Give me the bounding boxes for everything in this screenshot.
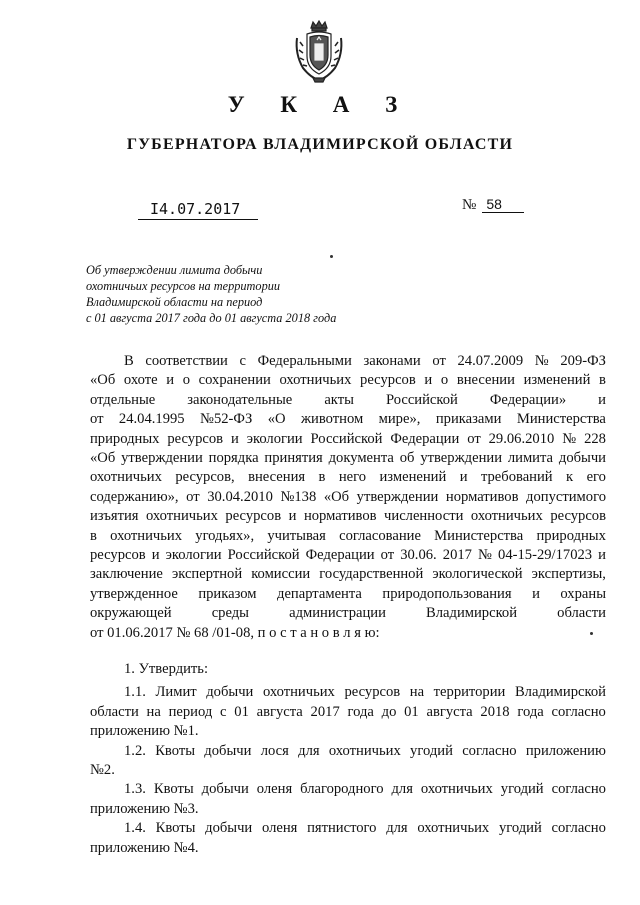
word: и <box>459 469 468 486</box>
word: 29.06.2010 <box>488 430 555 447</box>
word: комиссии <box>251 566 311 583</box>
word: августа <box>256 703 303 720</box>
document-title: У К А З <box>227 92 413 117</box>
word: содержанию», <box>90 488 179 505</box>
word: для <box>391 781 413 798</box>
word: Владимирской <box>514 684 606 701</box>
subject-line: Владимирской области на период <box>86 295 263 309</box>
word: 2017 <box>442 547 472 564</box>
coat-of-arms-icon <box>293 20 345 84</box>
word: области <box>90 703 139 720</box>
clause-line <box>90 780 606 799</box>
word: и <box>598 547 606 564</box>
word: и <box>598 391 606 408</box>
word: территории <box>433 684 506 701</box>
word: администрации <box>289 605 386 622</box>
word: акты <box>324 391 354 408</box>
word: Российской <box>385 391 458 408</box>
word: об <box>399 450 415 467</box>
word: окружающей <box>90 605 172 622</box>
word: 1.4. <box>124 820 146 837</box>
word: Федерации <box>305 547 375 564</box>
word: ресурсов <box>167 430 224 447</box>
word: приложению <box>525 742 606 759</box>
word: о <box>182 372 190 389</box>
word: утверждении <box>356 488 439 505</box>
word: от <box>380 547 395 564</box>
word: Министерства <box>434 527 524 544</box>
word: года <box>347 703 374 720</box>
preamble-line <box>90 527 606 546</box>
word: угодий <box>498 820 542 837</box>
clause-line: 1. Утвердить: <box>124 661 209 677</box>
word: принятия <box>264 450 323 467</box>
document-number <box>462 196 524 214</box>
word: 2018 <box>480 703 510 720</box>
word: 01 <box>234 703 249 720</box>
word: № <box>534 353 549 369</box>
word: экологии <box>165 547 222 564</box>
word: 228 <box>584 430 606 447</box>
preamble-line <box>90 565 606 584</box>
word: до <box>381 703 397 720</box>
word: утверждении <box>121 450 203 467</box>
word: охотничьих <box>420 781 493 798</box>
word: его <box>586 469 606 486</box>
word: Федерации <box>390 430 460 447</box>
word: 01 <box>404 703 419 720</box>
word: и <box>288 508 297 525</box>
word: Владимирской <box>426 605 518 622</box>
word: ресурсов <box>550 508 606 525</box>
clause-line: приложению №1. <box>90 723 199 740</box>
word: добычи <box>206 684 254 701</box>
word: на <box>146 703 161 720</box>
word: для <box>298 742 320 759</box>
word: природных <box>536 527 606 544</box>
word: экспертной <box>171 566 243 583</box>
word: охотничьих <box>110 527 183 544</box>
word: благородного <box>300 781 384 798</box>
word: от <box>432 353 446 369</box>
word: охотничьих <box>470 508 543 525</box>
word: согласование <box>339 527 421 544</box>
word: учитывая <box>267 527 326 544</box>
clause-c12 <box>90 742 606 781</box>
word: утверждении <box>420 450 502 467</box>
word: №138 <box>280 488 317 505</box>
word: согласно <box>462 742 517 759</box>
preamble <box>90 352 606 643</box>
word: Федерации» <box>489 391 567 408</box>
word: и <box>230 430 239 447</box>
word: порядка <box>208 450 259 467</box>
word: внесения <box>248 469 306 486</box>
word: оленя <box>256 781 293 798</box>
word: с <box>220 703 227 720</box>
word: экологической <box>432 566 523 583</box>
word: среды <box>211 605 249 622</box>
preamble-line <box>90 507 606 526</box>
word: 209-ФЗ <box>560 353 606 369</box>
clause-line <box>90 742 606 761</box>
word: охоте <box>123 372 158 389</box>
number-value: 58 <box>482 196 524 213</box>
word: внесении <box>456 372 515 389</box>
word: природных <box>90 430 160 447</box>
word: охотничьих <box>146 508 218 525</box>
word: №52-ФЗ <box>200 411 253 428</box>
word: для <box>386 820 408 837</box>
word: охотничьих <box>279 372 352 389</box>
word: ресурсов, <box>175 469 235 486</box>
word: отдельные <box>90 391 156 408</box>
preamble-line <box>90 585 606 604</box>
word: экологии <box>246 430 303 447</box>
word: от <box>467 430 481 447</box>
word: допустимого <box>526 488 606 505</box>
word: ресурсов <box>225 508 282 525</box>
word: 24.07.2009 <box>457 353 524 369</box>
word: и <box>532 585 540 602</box>
word: заключение <box>90 566 163 583</box>
word: 1.3. <box>124 781 146 798</box>
word: Квоты <box>155 820 196 837</box>
word: добычи <box>558 450 606 467</box>
word: 1.1. <box>124 684 146 701</box>
word: и <box>166 372 175 389</box>
word: охотничьих <box>90 469 162 486</box>
word: документа <box>328 450 394 467</box>
word: от <box>186 488 200 505</box>
word: 30.04.2010 <box>207 488 273 505</box>
word: № <box>478 547 492 564</box>
word: охотничьих <box>262 684 335 701</box>
preamble-line <box>90 391 606 410</box>
preamble-line <box>90 449 606 468</box>
word: соответствии <box>145 353 228 369</box>
word: добычи <box>204 742 252 759</box>
word: добычи <box>205 820 253 837</box>
word: экспертизы, <box>531 566 606 583</box>
clause-line <box>90 683 606 702</box>
word: ресурсов <box>344 684 401 701</box>
word: Российской <box>227 547 300 564</box>
word: 24.04.1995 <box>118 411 185 428</box>
clause-line: приложению №4. <box>90 839 199 856</box>
word: «О <box>267 411 286 428</box>
word: угодьях», <box>195 527 255 544</box>
word: охотничьих <box>417 820 490 837</box>
word: изменений <box>379 469 447 486</box>
word: приказом <box>198 585 257 602</box>
word: 30.06. <box>400 547 437 564</box>
document-date: I4.07.2017 <box>138 200 258 220</box>
word: законодательные <box>187 391 293 408</box>
word: согласно <box>551 703 606 720</box>
word: Федеральными <box>257 353 352 369</box>
word: лимита <box>507 450 554 467</box>
word: лося <box>260 742 289 759</box>
issuer-title: ГУБЕРНАТОРА ВЛАДИМИРСКОЙ ОБЛАСТИ <box>126 136 514 153</box>
word: мире», <box>378 411 421 428</box>
subject-line: с 01 августа 2017 года до 01 августа 2018 года <box>86 311 337 325</box>
word: сохранении <box>198 372 271 389</box>
word: Лимит <box>155 684 197 701</box>
word: изменений <box>523 372 591 389</box>
word: 2017 <box>310 703 340 720</box>
word: августа <box>426 703 473 720</box>
word: Квоты <box>153 781 194 798</box>
clause-c1 <box>90 660 606 679</box>
word: в <box>599 372 606 389</box>
scan-speck <box>590 632 593 635</box>
preamble-line <box>90 371 606 390</box>
clause-line: приложению №3. <box>90 800 199 817</box>
preamble-line <box>90 604 606 623</box>
word: Российской <box>310 430 383 447</box>
word: с <box>239 353 246 369</box>
preamble-line: от 01.06.2017 № 68 /01-08, п о с т а н о в л я ю: <box>90 624 380 641</box>
preamble-line <box>90 468 606 487</box>
word: № <box>562 430 577 447</box>
word: года <box>517 703 544 720</box>
word: департамента <box>277 585 362 602</box>
word: охотничьих <box>328 742 401 759</box>
word: угодий <box>410 742 453 759</box>
word: нормативов <box>445 488 519 505</box>
word: ресурсов <box>360 372 416 389</box>
document-subject <box>86 262 406 326</box>
clause-c14 <box>90 819 606 858</box>
word: и <box>424 372 433 389</box>
word: требований <box>480 469 553 486</box>
word: него <box>338 469 367 486</box>
word: области <box>557 605 606 622</box>
word: изъятия <box>90 508 139 525</box>
clause-c13 <box>90 780 606 819</box>
scan-speck <box>330 255 333 258</box>
preamble-line <box>90 410 606 429</box>
word: приказами <box>435 411 502 428</box>
number-prefix: № <box>462 197 477 213</box>
word: природопользования <box>382 585 512 602</box>
word: к <box>566 469 574 486</box>
word: в <box>318 469 326 486</box>
word: добычи <box>201 781 249 798</box>
word: охраны <box>560 585 606 602</box>
word: В <box>124 353 134 369</box>
preamble-line <box>90 488 606 507</box>
word: период <box>168 703 213 720</box>
word: нормативов <box>303 508 377 525</box>
word: Министерства <box>516 411 606 428</box>
word: согласно <box>551 781 606 798</box>
word: в <box>90 527 97 544</box>
word: «Об <box>323 488 350 505</box>
preamble-line <box>90 352 606 371</box>
word: угодий <box>500 781 544 798</box>
preamble-line <box>90 546 606 565</box>
preamble-line <box>90 430 606 449</box>
clause-line <box>90 703 606 722</box>
word: численности <box>384 508 464 525</box>
clause-line <box>90 819 606 838</box>
word: ресурсов <box>90 547 146 564</box>
word: от <box>90 411 104 428</box>
word: законами <box>363 353 421 369</box>
word: утвержденное <box>90 585 178 602</box>
word: 1.2. <box>124 742 146 759</box>
word: и <box>151 547 160 564</box>
word: животном <box>300 411 364 428</box>
word: пятнистого <box>307 820 377 837</box>
clause-c11 <box>90 683 606 741</box>
word: «Об <box>90 450 116 467</box>
clause-line: №2. <box>90 762 115 779</box>
subject-line: охотничьих ресурсов на территории <box>86 279 281 293</box>
subject-line: Об утверждении лимита добычи <box>86 263 263 277</box>
word: государственной <box>319 566 424 583</box>
clauses-list <box>90 660 606 858</box>
word: 04-15-29/17023 <box>498 547 593 564</box>
word: согласно <box>551 820 606 837</box>
word: «Об <box>90 372 116 389</box>
word: на <box>409 684 425 701</box>
word: о <box>440 372 449 389</box>
word: Квоты <box>155 742 195 759</box>
word: оленя <box>261 820 298 837</box>
